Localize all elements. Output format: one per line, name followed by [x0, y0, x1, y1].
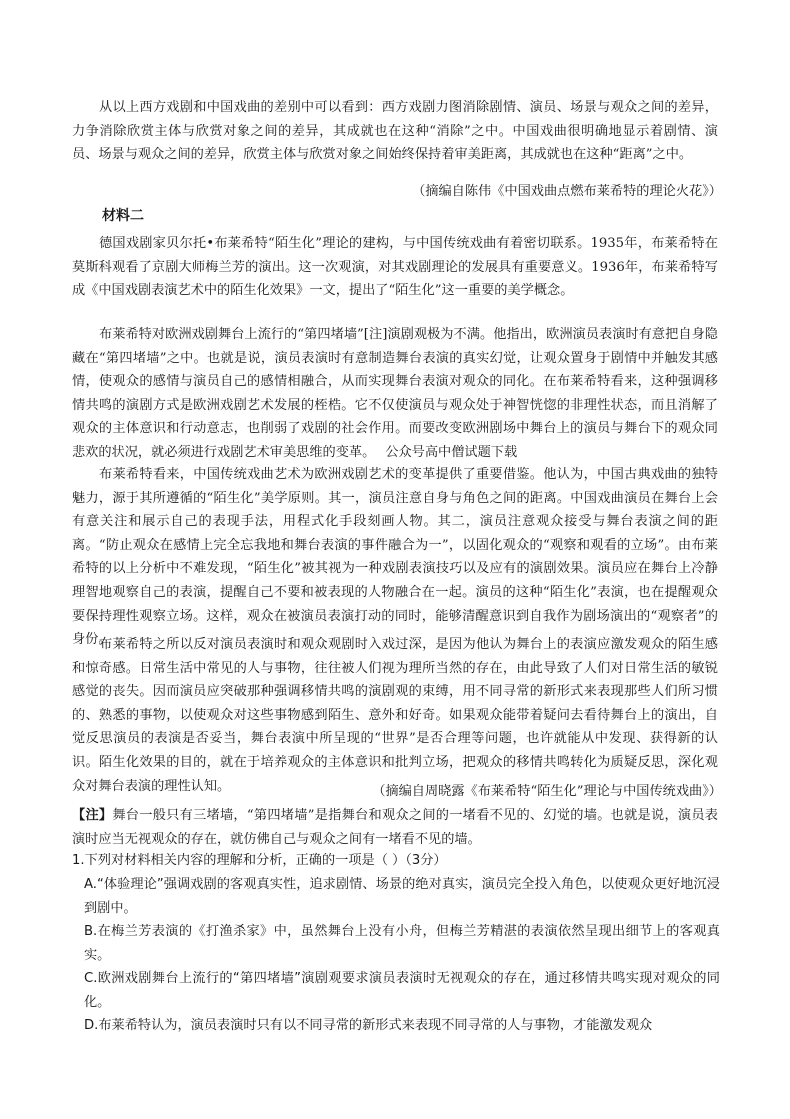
option-b: B.在梅兰芳表演的《打渔杀家》中，虽然舞台上没有小舟，但梅兰芳精湛的表演依然呈现出细节上的客观真实。	[84, 924, 720, 963]
footnote-tag: 【注】	[72, 808, 113, 823]
option-c: C.欧洲戏剧舞台上流行的“第四堵墙”演剧观要求演员表演时无视观众的存在，通过移情共鸣实现对观众的同化。	[84, 971, 720, 1010]
footnote	[72, 804, 718, 851]
paragraph-fourth-wall-text: 布莱希特对欧洲戏剧舞台上流行的“第四堵墙”[注]演剧观极为不满。他指出，欧洲演员表演时有意把自身隐藏在“第四堵墙”之中。也就是说，演员表演时有意制造舞台表演的真实幻觉，让观众置身于剧情中并触发其感情，使观众的感情与演员自己的感情相融合，从而实现舞台表演对观众的同化。在布莱希特看来，这种强调移情共鸣的演剧方式是欧洲戏剧艺术发展的桎梏。它不仅使演员与观众处于神智恍惚的非理性状态，而且消解了观众的主体意识和行动意志，也削弱了戏剧的社会作用。而要改变欧洲剧场中舞台上的演员与舞台下的观众同悲欢的状况，就必须进行戏剧艺术审美思维的变革。	[72, 327, 718, 460]
option-a: A.“体验理论”强调戏剧的客观真实性，追求剧情、场景的绝对真实，演员完全投入角色，以使观众更好地沉浸到剧中。	[84, 877, 720, 916]
paragraph-chinese-opera-reference: 布莱希特看来，中国传统戏曲艺术为欧洲戏剧艺术的变革提供了重要借鉴。他认为，中国古典戏曲的独特魅力，源于其所遵循的“陌生化”美学原则。其一，演员注意自身与角色之间的距离。中国戏曲演员在舞台上会有意关注和展示自己的表现手法，用程式化手段刻画人物。其二，演员注意观众接受与舞台表演之间的距离。“防止观众在感情上完全忘我地和舞台表演的事件融合为一”，以固化观众的“观察和观看的立场”。由布莱希特的以上分析中不难发现，“陌生化”被其视为一种戏剧表演技巧以及应有的演剧效果。演员应在舞台上冷静理智地观察自己的表演，提醒自己不要和被表现的人物融合在一起。演员的这种“陌生化”表演，也在提醒观众要保持理性观察立场。这样，观众在被演员表演打动的同时，能够清醒意识到自我作为剧场演出的“观察者”的身份。	[72, 467, 718, 648]
wechat-watermark-text: 公众号高中僧试题下载	[385, 444, 518, 460]
question-one-stem: 1.下列对材料相关内容的理解和分析，正确的一项是（ ）（3分）	[72, 853, 447, 868]
paragraph-estrangement-purpose: 布莱希特之所以反对演员表演时和观众观剧时入戏过深，是因为他认为舞台上的表演应激发观众的陌生感和惊奇感。日常生活中常见的人与事物，往往被人们视为理所当然的存在，由此导致了人们对日常生活的敏锐感觉的丧失。因而演员应突破那种强调移情共鸣的演剧观的束缚，用不同寻常的新形式来表现那些人们所习惯的、熟悉的事物，以使观众对这些事物感到陌生、意外和好奇。如果观众能带着疑问去看待舞台上的演出，自觉反思演员的表演是否妥当，舞台表演中所呈现的“世界”是否合理等问题，也许就能从中发现、获得新的认识。陌生化效果的目的，就在于培养观众的主体意识和批判立场，把观众的移情共鸣转化为质疑反思，深化观众对舞台表演的理性认知。	[72, 637, 718, 794]
source-citation-one: （摘编自陈伟《中国戏曲点燃布莱希特的理论火花》）	[412, 184, 722, 199]
source-citation-two: （摘编自周晓露《布莱希特“陌生化”理论与中国传统戏曲》）	[372, 784, 722, 799]
paragraph-material-one-conclusion: 从以上西方戏剧和中国戏曲的差别中可以看到：西方戏剧力图消除剧情、演员、场景与观众之间的差异，力争消除欣赏主体与欣赏对象之间的差异，其成就也在这种“消除”之中。中国戏曲很明确地显示着剧情、演员、场景与观众之间的差异，欣赏主体与欣赏对象之间始终保持着审美距离，其成就也在这种“距离”之中。	[72, 100, 718, 163]
paragraph-fourth-wall	[72, 323, 718, 465]
material-two-heading: 材料二	[102, 208, 144, 224]
paragraph-brecht-intro: 德国戏剧家贝尔托•布莱希特“陌生化”理论的建构，与中国传统戏曲有着密切联系。1935年，布莱希特在莫斯科观看了京剧大师梅兰芳的演出。这一次观演，对其戏剧理论的发展具有重要意义。1936年，布莱希特写成《中国戏剧表演艺术中的陌生化效果》一文，提出了“陌生化”这一重要的美学概念。	[72, 236, 718, 299]
footnote-text: 舞台一般只有三堵墙，“第四堵墙”是指舞台和观众之间的一堵看不见的、幻觉的墙。也就是说，演员表演时应当无视观众的存在，就仿佛自己与观众之间有一堵看不见的墙。	[72, 808, 718, 847]
option-d: D.布莱希特认为，演员表演时只有以不同寻常的新形式来表现不同寻常的人与事物，才能激发观众	[84, 1018, 653, 1033]
